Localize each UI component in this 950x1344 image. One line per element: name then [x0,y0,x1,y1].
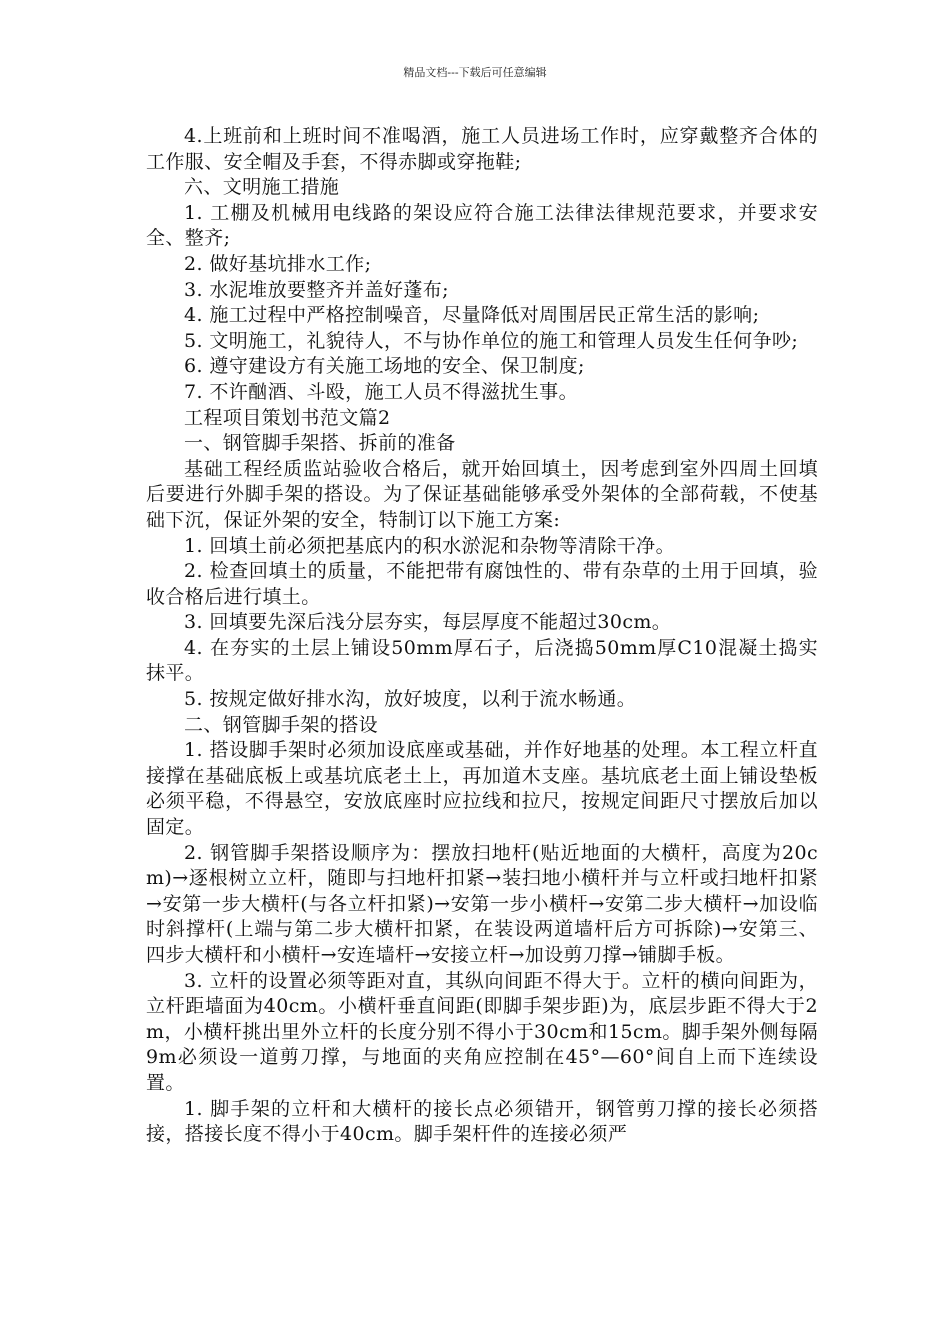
paragraph-item-2-drainage: 2. 做好基坑排水工作; [184,252,372,275]
paragraph-item-7-no-fighting: 7. 不许酗酒、斗殴，施工人员不得滋扰生事。 [184,380,578,403]
paragraph-item-4-noise: 4. 施工过程中严格控制噪音，尽量降低对周围居民正常生活的影响; [184,304,760,327]
paragraph-foundation-backfill: 基础工程经质监站验收合格后，就开始回填土，因考虑到室外四周土回填后要进行外脚手架的搭设。为了保证基础能够承受外架体的全部荷载，不使基础下沉，保证外架的安全，特制订以下施工方案: [146,457,818,531]
paragraph-erection-item-2: 2. 钢管脚手架搭设顺序为：摆放扫地杆(贴近地面的大横杆，高度为20cm)→逐根树立立杆，随即与扫地杆扣紧→装扫地小横杆并与立杆或扫地杆扣紧→安第一步大横杆(与各立杆扣紧)→安第一步小横杆→安第二步大横杆→加设临时斜撑杆(上端与第二步大横杆扣紧，在装设两道墙杆后方可拆除)→安第三、四步大横杆和小横杆→安连墙杆→安接立杆→加设剪刀撑→铺脚手板。 [146,841,818,966]
section-title-sample-2: 工程项目策划书范文篇2 [184,406,391,429]
paragraph-backfill-item-3: 3. 回填要先深后浅分层夯实，每层厚度不能超过30cm。 [184,611,672,634]
paragraph-erection-item-3: 3. 立杆的设置必须等距对直，其纵向间距不得大于。立杆的横向间距为，立杆距墙面为40cm。小横杆垂直间距(即脚手架步距)为，底层步距不得大于2m，小横杆挑出里外立杆的长度分别不得小于30cm和15cm。脚手架外侧每隔9m必须设一道剪刀撑，与地面的夹角应控制在45°—60°间自上而下连续设置。 [146,969,818,1094]
paragraph-backfill-item-4: 4. 在夯实的土层上铺设50mm厚石子，后浇捣50mm厚C10混凝土捣实抹平。 [146,636,818,685]
page-header: 精品文档---下载后可任意编辑 [403,66,547,79]
heading-scaffold-preparation: 一、钢管脚手架搭、拆前的准备 [184,432,456,455]
paragraph-item-6-security: 6. 遵守建设方有关施工场地的安全、保卫制度; [184,355,585,378]
paragraph-backfill-item-2: 2. 检查回填土的质量，不能把带有腐蚀性的、带有杂草的土用于回填，验收合格后进行填土。 [146,560,818,608]
paragraph-item-5-courtesy: 5. 文明施工，礼貌待人，不与协作单位的施工和管理人员发生任何争吵; [184,329,799,352]
paragraph-item-1-power-lines: 1. 工棚及机械用电线路的架设应符合施工法律法律规范要求，并要求安全、整齐; [146,201,818,250]
paragraph-item-3-cement: 3. 水泥堆放要整齐并盖好蓬布; [184,278,449,301]
document-body [146,124,818,1148]
paragraph-connection-item-1: 1. 脚手架的立杆和大横杆的接长点必须错开，钢管剪刀撑的接长必须搭接，搭接长度不得小于40cm。脚手架杆件的连接必须严 [146,1097,818,1146]
paragraph-backfill-item-5: 5. 按规定做好排水沟，放好坡度，以利于流水畅通。 [184,688,637,711]
heading-scaffold-erection: 二、钢管脚手架的搭设 [184,713,379,736]
heading-civilized-construction: 六、文明施工措施 [184,176,340,199]
paragraph-rule-4-no-drinking: 4.上班前和上班时间不准喝酒，施工人员进场工作时，应穿戴整齐合体的工作服、安全帽及手套，不得赤脚或穿拖鞋; [146,125,818,173]
paragraph-backfill-item-1: 1. 回填土前必须把基底内的积水淤泥和杂物等清除干净。 [184,534,675,557]
paragraph-erection-item-1: 1. 搭设脚手架时必须加设底座或基础，并作好地基的处理。本工程立杆直接撑在基础底板上或基坑底老土上，再加道木支座。基坑底老土面上铺设垫板必须平稳，不得悬空，安放底座时应拉线和拉尺，按规定间距尺寸摆放后加以固定。 [146,739,818,839]
